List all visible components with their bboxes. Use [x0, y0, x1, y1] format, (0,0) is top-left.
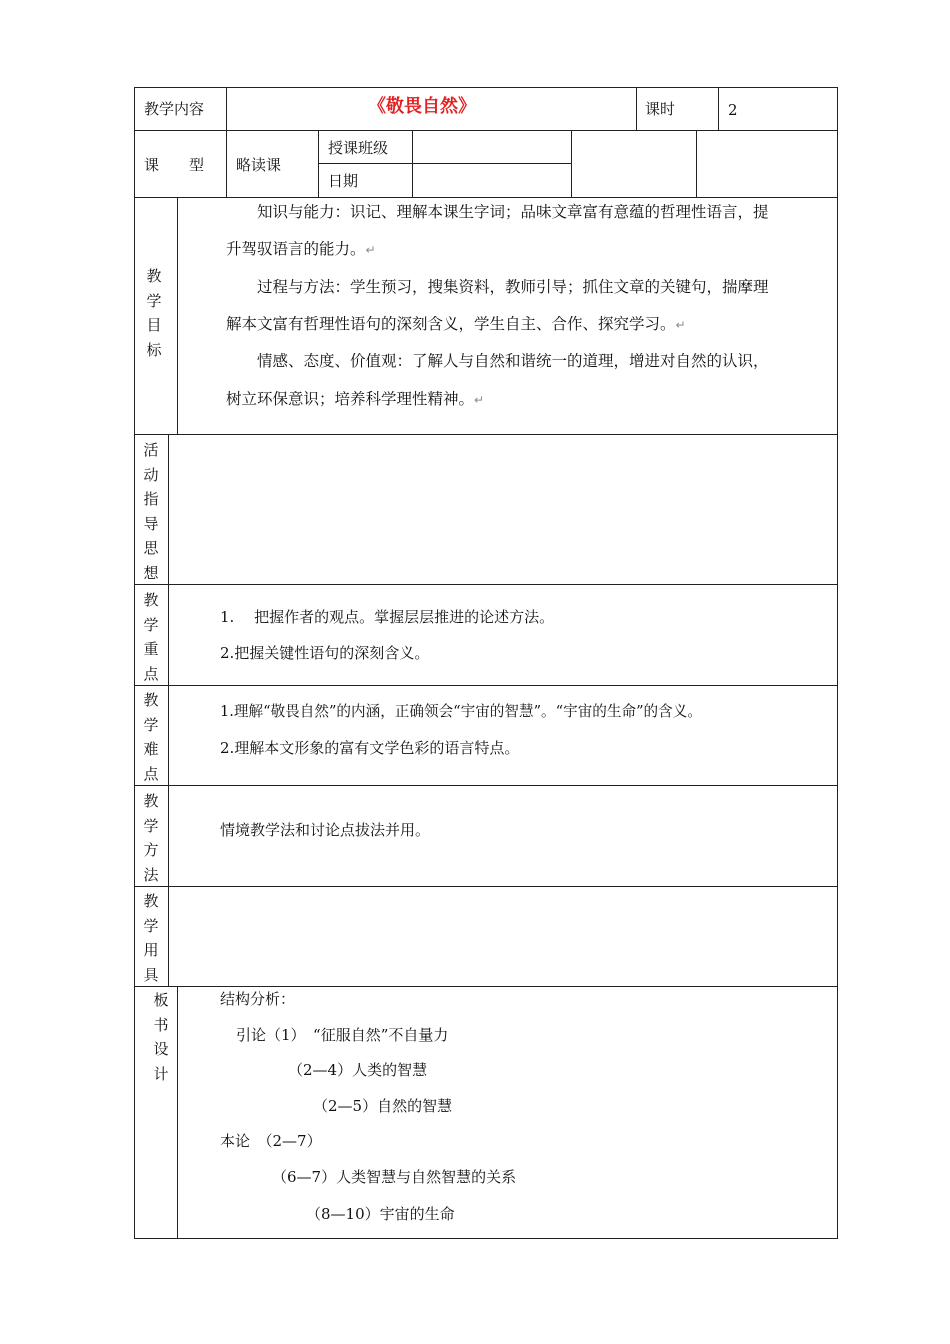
methods-text: 情境教学法和讨论点拔法并用。 [220, 821, 431, 839]
board-line-2: 引论（1） “征服自然”不自量力 [236, 1026, 449, 1044]
board-line-5: 本论 （2—7） [220, 1132, 322, 1150]
label-char: 教 [143, 892, 159, 910]
type-value: 略读课 [236, 156, 282, 174]
difficulty-1: 1.理解“敬畏自然”的内涵，正确领会“宇宙的智慧”。“宇宙的生命”的含义。 [220, 703, 702, 720]
label-char: 重 [143, 640, 159, 659]
col-divider [177, 197, 178, 434]
row-divider [134, 886, 838, 887]
label-char: 教 [143, 792, 159, 810]
label-char: 学 [146, 291, 162, 310]
col-divider [412, 130, 413, 197]
key-point-2: 2.把握关键性语句的深刻含义。 [220, 644, 430, 662]
period-value: 2 [728, 101, 738, 119]
objectives-line-6 [226, 390, 484, 409]
table-border-bottom [134, 1238, 838, 1239]
col-divider [168, 434, 169, 986]
label-char: 设 [153, 1040, 169, 1059]
col-divider [718, 87, 719, 130]
label-char: 具 [143, 965, 159, 984]
objectives-label [144, 264, 164, 362]
label-char: 指 [143, 490, 159, 509]
type-label: 课 型 [144, 156, 205, 174]
label-char: 用 [143, 941, 159, 960]
row-divider [318, 163, 571, 164]
label-char: 学 [143, 615, 159, 634]
label-char: 学 [143, 715, 159, 734]
return-mark: ↵ [474, 393, 485, 407]
label-char: 点 [143, 764, 159, 783]
table-border-left [134, 87, 135, 1239]
label-char: 教 [143, 691, 159, 709]
row-divider [134, 197, 838, 198]
col-divider [571, 130, 572, 197]
class-label: 授课班级 [328, 139, 389, 157]
key-point-1: 1. 把握作者的观点。掌握层层推进的论述方法。 [220, 608, 555, 626]
return-mark: ↵ [675, 318, 686, 332]
row-divider [134, 434, 838, 435]
label-char: 动 [143, 465, 159, 484]
objectives-line-3: 过程与方法：学生预习，搜集资料，教师引导；抓住文章的关键句，揣摩理 [257, 278, 769, 296]
label-char: 目 [146, 316, 162, 335]
col-divider [177, 986, 178, 1238]
period-label: 课时 [645, 100, 676, 118]
label-char: 点 [143, 664, 159, 683]
board-label [151, 988, 171, 1086]
col-divider [696, 130, 697, 197]
label-char: 计 [153, 1064, 169, 1083]
objectives-line-2-text: 升驾驭语言的能力。 [226, 240, 366, 258]
objectives-line-5: 情感、态度、价值观：了解人与自然和谐统一的道理，增进对自然的认识， [257, 352, 769, 370]
col-divider [636, 87, 637, 130]
row-divider [134, 584, 838, 585]
label-char: 难 [143, 740, 159, 759]
label-char: 想 [143, 563, 159, 582]
label-char: 活 [143, 441, 159, 459]
label-char: 教 [143, 591, 159, 609]
col-divider [318, 130, 319, 197]
tools-label [141, 889, 161, 987]
row-divider [134, 130, 838, 131]
label-char: 方 [143, 841, 159, 860]
board-line-6: （6—7）人类智慧与自然智慧的关系 [272, 1168, 517, 1186]
date-label: 日期 [328, 172, 359, 190]
label-char: 书 [153, 1015, 169, 1034]
board-line-1: 结构分析： [220, 990, 296, 1008]
row-divider [134, 785, 838, 786]
col-divider [226, 87, 227, 197]
content-label: 教学内容 [144, 100, 205, 118]
label-char: 标 [146, 340, 162, 359]
board-line-7: （8—10）宇宙的生命 [306, 1205, 455, 1223]
page-title: 《敬畏自然》 [368, 96, 476, 117]
table-border-top [134, 87, 838, 88]
table-border-right [837, 87, 838, 1239]
activity-label [141, 438, 161, 586]
board-line-3: （2—4）人类的智慧 [288, 1061, 428, 1079]
key-points-label [141, 588, 161, 686]
objectives-line-1: 知识与能力：识记、理解本课生字词；品味文章富有意蕴的哲理性语言，提 [257, 203, 769, 221]
label-char: 思 [143, 539, 159, 558]
objectives-line-2 [226, 240, 376, 259]
row-divider [134, 986, 838, 987]
objectives-line-4-text: 解本文富有哲理性语句的深刻含义，学生自主、合作、探究学习。 [226, 315, 676, 333]
label-char: 板 [153, 991, 169, 1009]
return-mark: ↵ [365, 243, 376, 257]
label-char: 教 [146, 267, 162, 285]
label-char: 导 [143, 514, 159, 533]
objectives-line-4 [226, 315, 686, 334]
row-divider [134, 685, 838, 686]
label-char: 学 [143, 816, 159, 835]
board-line-4: （2—5）自然的智慧 [313, 1097, 453, 1115]
methods-label [141, 789, 161, 887]
label-char: 法 [143, 865, 159, 884]
difficulty-2: 2.理解本文形象的富有文学色彩的语言特点。 [220, 739, 520, 757]
difficulties-label [141, 688, 161, 786]
label-char: 学 [143, 916, 159, 935]
objectives-line-6-text: 树立环保意识；培养科学理性精神。 [226, 390, 475, 408]
